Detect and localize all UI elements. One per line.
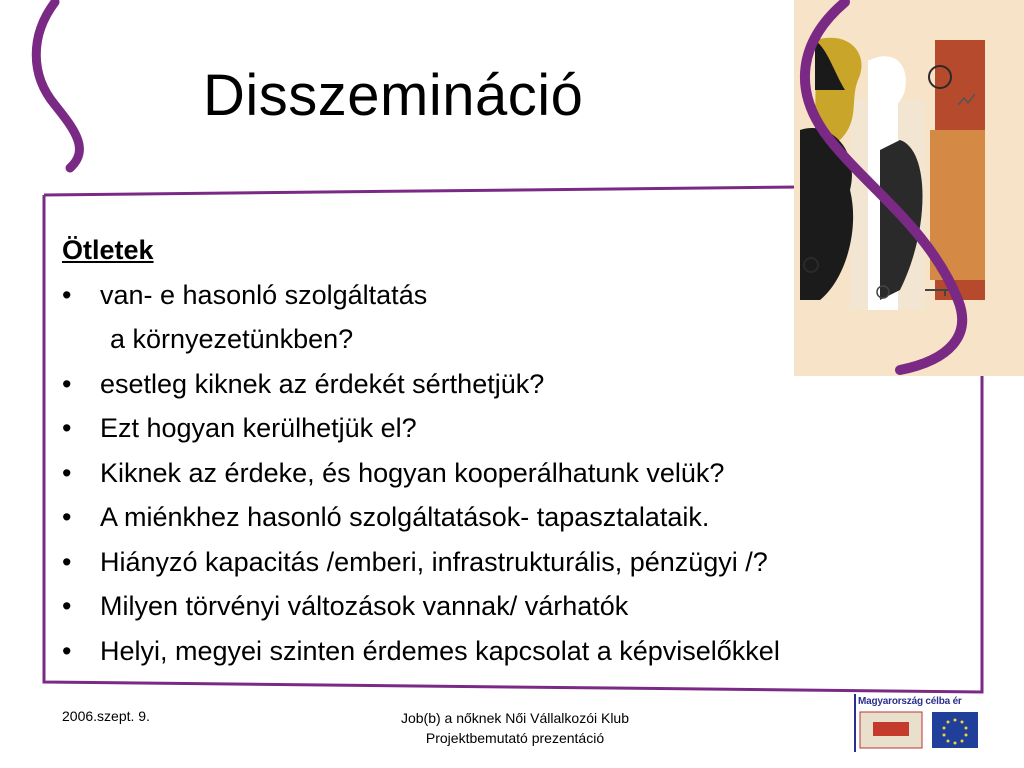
bullet-icon: • <box>62 591 72 621</box>
bullet-icon: • <box>62 546 72 577</box>
bullet-text: Ezt hogyan kerülhetjük el? <box>100 413 417 443</box>
bullet-text: esetleg kiknek az érdekét sérthetjük? <box>100 368 545 399</box>
bullet-icon: • <box>62 502 72 532</box>
bullet-item <box>62 540 982 585</box>
bullet-item <box>62 584 982 629</box>
section-heading: Ötletek <box>62 235 154 265</box>
bullet-item <box>62 406 982 451</box>
bullet-text: A miénkhez hasonló szolgáltatások- tapasztalataik. <box>100 502 710 532</box>
bullet-item <box>62 495 982 540</box>
bullet-item <box>62 362 982 407</box>
bullet-text: Kiknek az érdeke, és hogyan kooperálhatunk velük? <box>100 457 725 488</box>
footer-line-2: Projektbemutató prezentáció <box>425 730 605 746</box>
content-box <box>62 228 982 673</box>
footer-date: 2006.szept. 9. <box>62 708 150 724</box>
bullet-text: Milyen törvényi változások vannak/ várhatók <box>100 591 629 621</box>
footer-center <box>330 708 700 748</box>
bullet-text: Helyi, megyei szinten érdemes kapcsolat a képviselőkkel <box>100 635 780 666</box>
bullet-text: van- e hasonló szolgáltatás <box>100 279 428 310</box>
bullet-continuation: a környezetünkben? <box>110 324 354 354</box>
logo-banner-text: Magyarország célba ér <box>858 696 962 707</box>
bullet-icon: • <box>62 413 72 443</box>
bullet-text: Hiányzó kapacitás /emberi, infrastrukturális, pénzügyi /? <box>100 546 768 577</box>
content-frame-top <box>44 187 800 195</box>
bullet-item <box>62 451 982 496</box>
bullet-icon: • <box>62 635 72 666</box>
bullet-icon: • <box>62 457 72 488</box>
purple-swoosh-top-left <box>36 2 79 168</box>
bullet-item <box>62 629 982 674</box>
bullet-icon: • <box>62 279 72 310</box>
bullet-icon: • <box>62 368 72 399</box>
slide-title: Disszemináció <box>203 63 584 128</box>
bullet-item <box>62 273 982 318</box>
footer-line-1: Job(b) a nőknek Női Vállalkozói Klub <box>400 710 629 726</box>
